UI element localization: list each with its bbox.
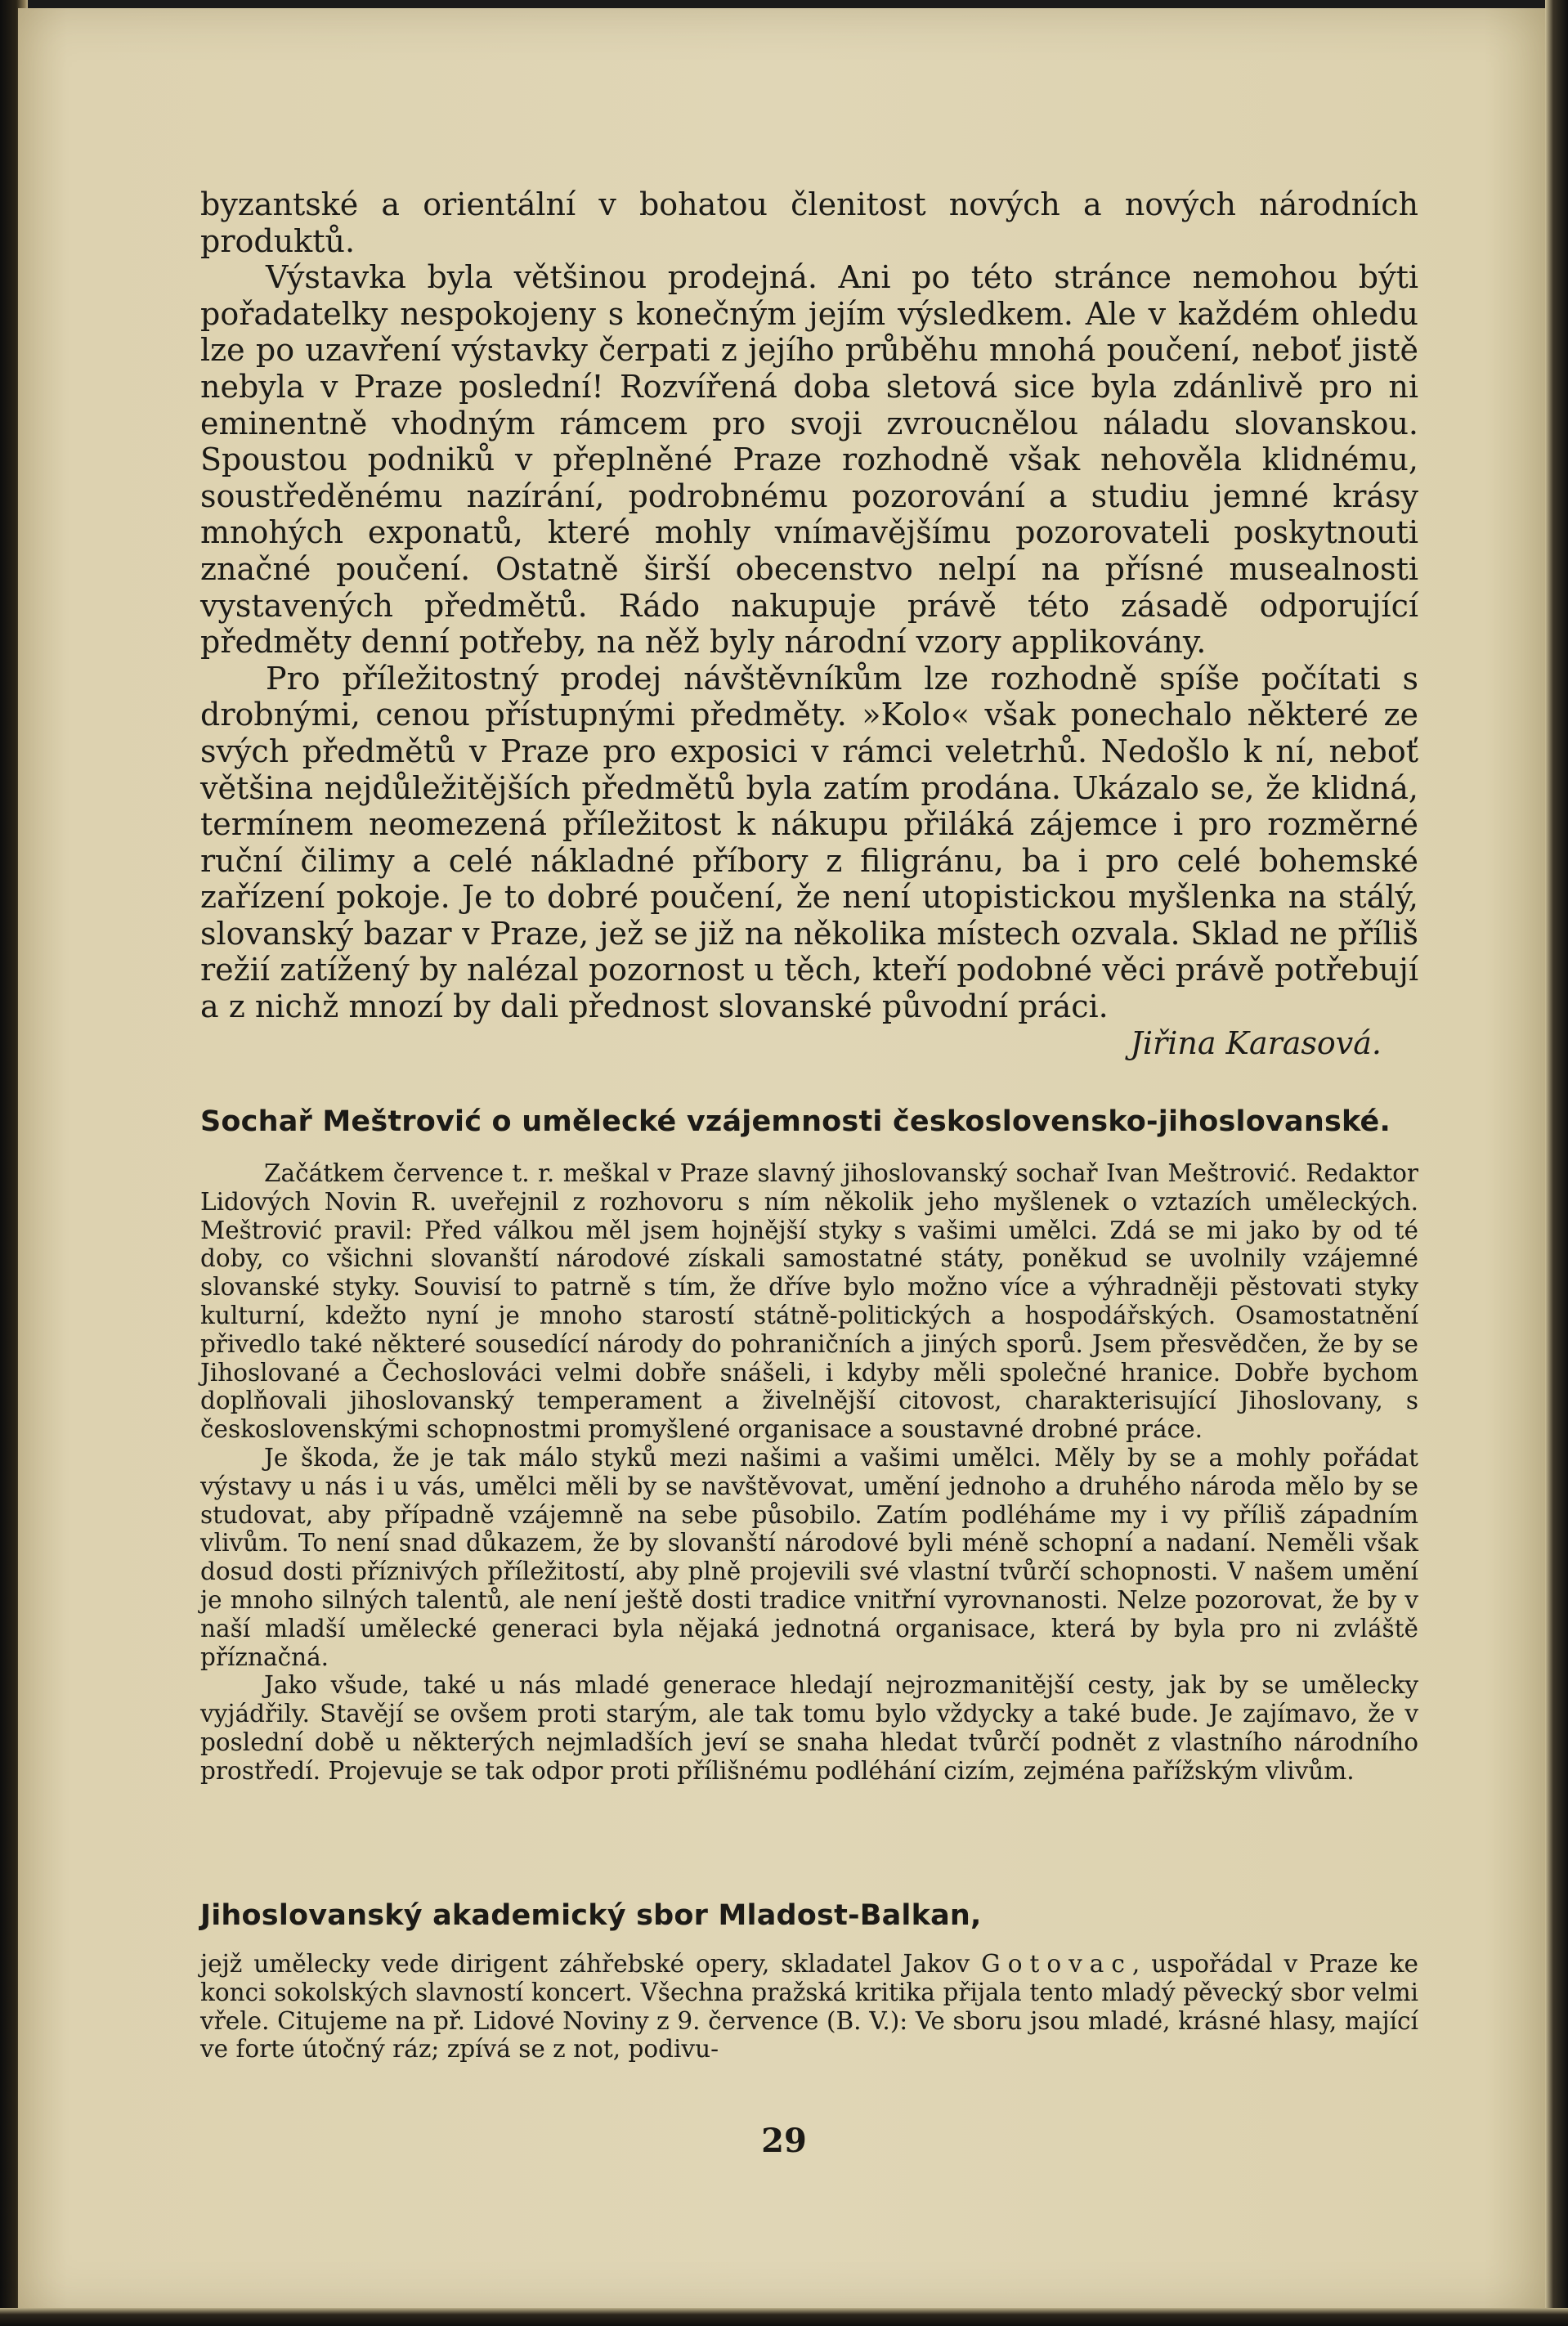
article-mestrovic bbox=[200, 1159, 1418, 1786]
mladost-text-after: , uspořádal v Praze ke konci sokolských slavností koncert. Všechna pražská kritika přijala tento mladý pěvecký sbor velmi vřele. Citujeme na př. Lidové Noviny z 9. července (B. V.): Ve sboru jsou mladé, krásné hlasy, mající ve forte útočný ráz; zpívá se z not, podivu- bbox=[200, 1950, 1418, 2064]
page-right-edge bbox=[1545, 0, 1568, 2326]
mladost-paragraph bbox=[200, 1950, 1418, 2064]
paragraph-occasional-sale: Pro příležitostný prodej návštěvníkům lze rozhodně spíše počítati s drobnými, cenou přístupnými předměty. »Kolo« však ponechalo některé ze svých předmětů v Praze pro exposici v rámci veletrhů. Nedošlo k ní, neboť většina nejdůležitějších předmětů byla zatím prodána. Ukázalo se, že klidná, termínem neomezená příležitost k nákupu přiláká zájemce i pro rozměrné ruční čilimy a celé nákladné příbory z filigránu, ba i pro celé bohemské zařízení pokoje. Je to dobré poučení, že není utopistickou myšlenka na stálý, slovanský bazar v Praze, jež se již na několika místech ozvala. Sklad ne příliš režií zatížený by nalézal pozornost u těch, kteří podobné věci právě potřebují a z nichž mnozí by dali přednost slovanské původní práci. bbox=[200, 660, 1418, 1025]
mladost-text-before: jejž umělecky vede dirigent záhřebské opery, skladatel Jakov bbox=[200, 1950, 982, 1978]
heading-mestrovic: Sochař Meštrović o umělecké vzájemnosti československo-jihoslovanské. bbox=[200, 1105, 1391, 1138]
article-mladost-balkan bbox=[200, 1950, 1418, 2064]
author-signature: Jiřina Karasová. bbox=[1130, 1024, 1382, 1061]
mestrovic-paragraph-3: Jako všude, také u nás mladé generace hledají nejrozmanitější cesty, jak by se umělecky vyjádřily. Stavějí se ovšem proti starým, ale tak tomu bylo vždycky a také bude. Je zajímavo, že v poslední době u některých nejmladších jeví se snaha hledat tvůrčí podnět z vlastního národního prostředí. Projevuje se tak odpor proti přílišnému podléhání cizím, zejména pařížským vlivům. bbox=[200, 1671, 1418, 1785]
heading-mladost-balkan: Jihoslovanský akademický sbor Mladost-Balkan, bbox=[200, 1899, 982, 1932]
mestrovic-paragraph-1: Začátkem července t. r. meškal v Praze slavný jihoslovanský sochař Ivan Meštrović. Redaktor Lidových Novin R. uveřejnil z rozhovoru s ním několik jeho myšlenek o vztazích uměleckých. Meštrović pravil: Před válkou měl jsem hojnější styky s vašimi umělci. Zdá se mi jako by od té doby, co všichni slovanští národové získali samostatné státy, poněkud se uvolnily vzájemné slovanské styky. Souvisí to patrně s tím, že dříve bylo možno více a výhradněji pěstovati styky kulturní, kdežto nyní je mnoho starostí státně-politických a hospodářských. Osamostatnění přivedlo také některé sousedící národy do pohraničních a jiných sporů. Jsem přesvědčen, že by se Jihoslované a Čechoslováci velmi dobře snášeli, i kdyby měli společné hranice. Dobře bychom doplňovali jihoslovanský temperament a živelnější citovost, charakterisující Jihoslovany, s československými schopnostmi promyšlené organisace a soustavné drobné práce. bbox=[200, 1159, 1418, 1444]
page-bottom-edge bbox=[0, 2308, 1568, 2326]
mestrovic-paragraph-2: Je škoda, že je tak málo styků mezi našimi a vašimi umělci. Měly by se a mohly pořádat výstavy u nás i u vás, umělci měli by se navštěvovat, umění jednoho a druhého národa mělo by se studovat, aby případně vzájemně na sebe působilo. Zatím podléháme my i vy příliš západním vlivům. To není snad důkazem, že by slovanští národové byli méně schopní a nadaní. Neměli však dosud dosti příznivých příležitostí, aby plně projevili své vlastní tvůrčí schopnosti. V našem umění je mnoho silných talentů, ale není ještě dosti tradice vnitřní vyrovnanosti. Nelze pozorovat, že by v naší mladší umělecké generaci byla nějaká jednotná organisace, která by byla pro ni zvláště příznačná. bbox=[200, 1443, 1418, 1671]
paragraph-continuation: byzantské a orientální v bohatou členitost nových a nových národních produktů. bbox=[200, 186, 1418, 259]
page-number: 29 bbox=[761, 2122, 807, 2160]
paragraph-exhibition-sales: Výstavka byla většinou prodejná. Ani po této stránce nemohou býti pořadatelky nespokojeny s konečným jejím výsledkem. Ale v každém ohledu lze po uzavření výstavky čerpati z jejího průběhu mnohá poučení, neboť jistě nebyla v Praze poslední! Rozvířená doba sletová sice byla zdánlivě pro ni eminentně vhodným rámcem pro svoji zvroucnělou náladu slovanskou. Spoustou podniků v přeplněné Praze rozhodně však nehověla klidnému, soustředěnému nazírání, podrobnému pozorování a studiu jemné krásy mnohých exponatů, které mohly vnímavějšímu pozorovateli poskytnouti značné poučení. Ostatně širší obecenstvo nelpí na přísné musealnosti vystavených předmětů. Rádo nakupuje právě této zásadě odporující předměty denní potřeby, na něž byly národní vzory applikovány. bbox=[200, 259, 1418, 661]
main-article bbox=[200, 186, 1418, 1061]
conductor-name: Gotovac bbox=[981, 1950, 1132, 1978]
